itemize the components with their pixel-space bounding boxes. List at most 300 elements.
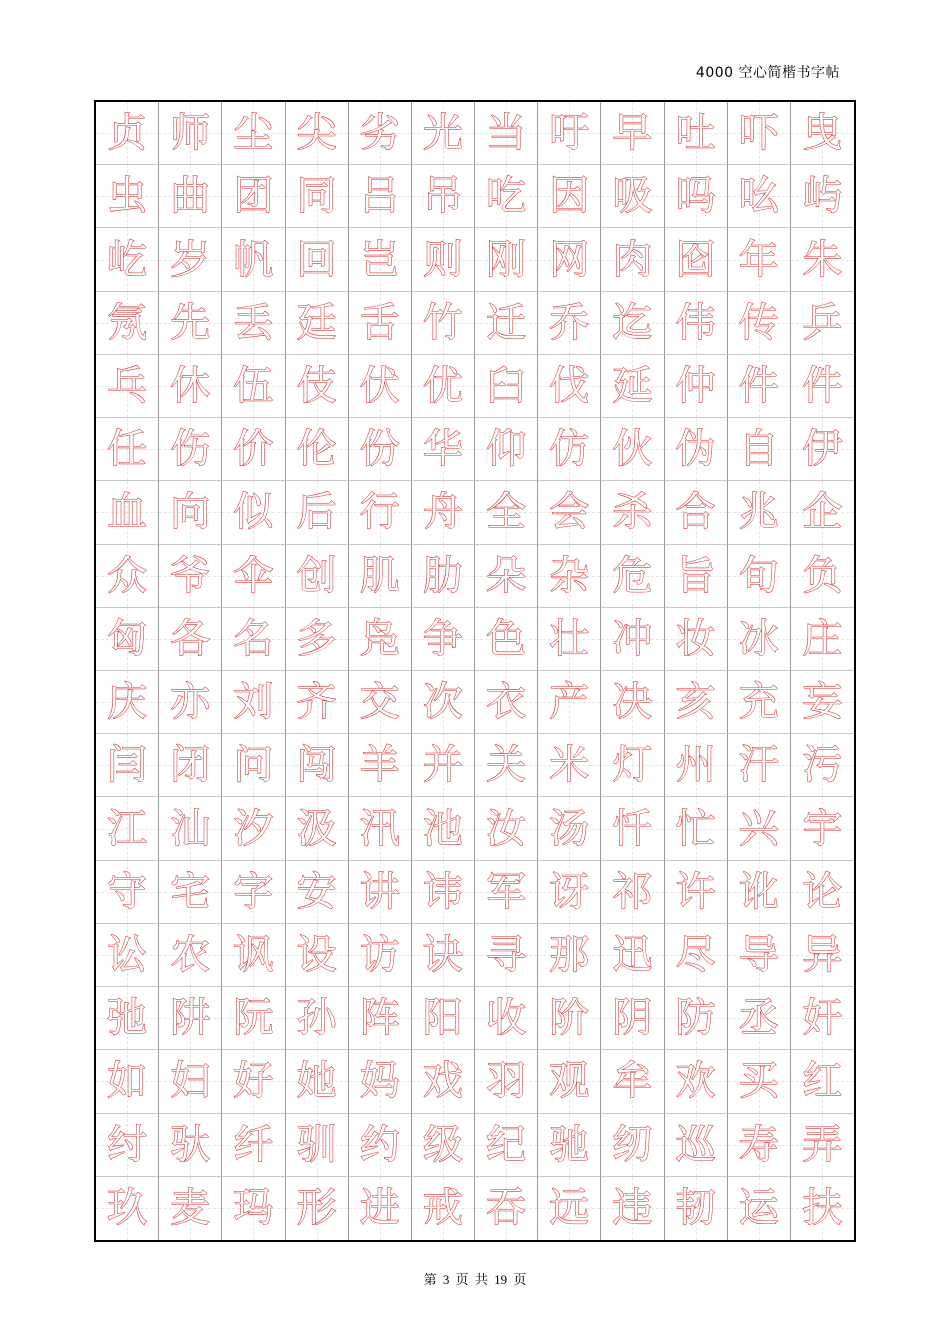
outline-character: 弛: [107, 995, 148, 1042]
outline-character: 江: [107, 805, 148, 852]
outline-character: 负: [802, 552, 843, 599]
outline-character: 迁: [486, 299, 527, 346]
grid-cell: [412, 418, 475, 481]
grid-cell: [665, 924, 728, 987]
grid-cell: [728, 102, 791, 165]
grid-cell: [286, 481, 349, 544]
grid-cell: [665, 102, 728, 165]
grid-cell: [791, 924, 854, 987]
outline-character: 凫: [359, 615, 400, 662]
grid-cell: [538, 608, 601, 671]
grid-cell: [538, 797, 601, 860]
outline-character: 妆: [675, 615, 716, 662]
outline-character: 冰: [738, 615, 779, 662]
outline-character: 吓: [738, 110, 779, 157]
grid-cell: [286, 355, 349, 418]
grid-cell: [222, 1114, 285, 1177]
outline-character: 争: [422, 615, 463, 662]
outline-character: 仿: [549, 426, 590, 473]
outline-character: 先: [170, 299, 211, 346]
outline-character: 吁: [549, 110, 590, 157]
outline-character: 全: [486, 489, 527, 536]
grid-cell: [791, 797, 854, 860]
grid-cell: [222, 671, 285, 734]
outline-character: 齐: [296, 679, 337, 726]
outline-character: 汕: [170, 805, 211, 852]
outline-character: 忙: [675, 805, 716, 852]
outline-character: 字: [233, 868, 274, 915]
grid-cell: [412, 608, 475, 671]
grid-cell: [538, 355, 601, 418]
outline-character: 伐: [549, 362, 590, 409]
outline-character: 各: [170, 615, 211, 662]
outline-character: 自: [738, 426, 779, 473]
outline-character: 阮: [233, 995, 274, 1042]
outline-character: 诀: [422, 931, 463, 978]
outline-character: 肌: [359, 552, 400, 599]
outline-character: 尽: [675, 931, 716, 978]
grid-cell: [96, 165, 159, 228]
outline-character: 合: [675, 489, 716, 536]
grid-cell: [222, 924, 285, 987]
grid-cell: [96, 102, 159, 165]
grid-cell: [159, 924, 222, 987]
grid-cell: [475, 481, 538, 544]
grid-cell: [728, 1050, 791, 1113]
outline-character: 任: [107, 426, 148, 473]
grid-cell: [665, 1114, 728, 1177]
grid-cell: [538, 418, 601, 481]
practice-grid: [96, 102, 854, 1240]
outline-character: 阳: [422, 995, 463, 1042]
grid-cell: [791, 987, 854, 1050]
grid-cell: [222, 481, 285, 544]
outline-character: 许: [675, 868, 716, 915]
grid-cell: [159, 418, 222, 481]
outline-character: 奸: [802, 995, 843, 1042]
grid-cell: [601, 924, 664, 987]
grid-cell: [349, 734, 412, 797]
outline-character: 迅: [612, 931, 653, 978]
grid-cell: [728, 355, 791, 418]
outline-character: 好: [233, 1058, 274, 1105]
grid-cell: [475, 924, 538, 987]
grid-cell: [286, 1177, 349, 1240]
outline-character: 吞: [486, 1185, 527, 1232]
outline-character: 讽: [233, 931, 274, 978]
grid-cell: [728, 1114, 791, 1177]
grid-cell: [665, 987, 728, 1050]
outline-character: 杀: [612, 489, 653, 536]
outline-character: 观: [549, 1058, 590, 1105]
outline-character: 价: [233, 426, 274, 473]
grid-cell: [601, 1050, 664, 1113]
outline-character: 众: [107, 552, 148, 599]
outline-character: 爷: [170, 552, 211, 599]
grid-cell: [286, 1114, 349, 1177]
outline-character: 孙: [296, 995, 337, 1042]
outline-character: 妄: [802, 679, 843, 726]
outline-character: 军: [486, 868, 527, 915]
grid-cell: [222, 608, 285, 671]
outline-character: 那: [549, 931, 590, 978]
grid-cell: [286, 924, 349, 987]
grid-cell: [286, 987, 349, 1050]
grid-cell: [475, 734, 538, 797]
grid-cell: [728, 797, 791, 860]
outline-character: 伙: [612, 426, 653, 473]
outline-character: 行: [359, 489, 400, 536]
practice-grid-frame: [94, 100, 856, 1242]
grid-cell: [159, 734, 222, 797]
outline-character: 匈: [107, 615, 148, 662]
grid-cell: [791, 1177, 854, 1240]
outline-character: 肋: [422, 552, 463, 599]
grid-cell: [791, 608, 854, 671]
grid-cell: [286, 861, 349, 924]
grid-cell: [728, 924, 791, 987]
grid-cell: [286, 734, 349, 797]
grid-cell: [96, 671, 159, 734]
grid-cell: [349, 1177, 412, 1240]
grid-cell: [222, 861, 285, 924]
grid-cell: [349, 924, 412, 987]
outline-character: 朵: [486, 552, 527, 599]
grid-cell: [601, 608, 664, 671]
outline-character: 防: [675, 995, 716, 1042]
grid-cell: [665, 861, 728, 924]
outline-character: 尖: [296, 110, 337, 157]
outline-character: 亦: [170, 679, 211, 726]
outline-character: 米: [549, 742, 590, 789]
outline-character: 驮: [170, 1121, 211, 1168]
outline-character: 玖: [107, 1185, 148, 1232]
outline-character: 次: [422, 679, 463, 726]
grid-cell: [222, 734, 285, 797]
outline-character: 弄: [802, 1121, 843, 1168]
grid-cell: [349, 102, 412, 165]
grid-cell: [538, 481, 601, 544]
grid-cell: [601, 165, 664, 228]
grid-cell: [412, 734, 475, 797]
outline-character: 闭: [170, 742, 211, 789]
grid-cell: [349, 861, 412, 924]
outline-character: 华: [422, 426, 463, 473]
outline-character: 玛: [233, 1185, 274, 1232]
outline-character: 阵: [359, 995, 400, 1042]
outline-character: 守: [107, 868, 148, 915]
outline-character: 师: [170, 110, 211, 157]
outline-character: 忏: [612, 805, 653, 852]
grid-cell: [601, 228, 664, 291]
grid-cell: [728, 292, 791, 355]
outline-character: 年: [738, 236, 779, 283]
grid-cell: [286, 228, 349, 291]
outline-character: 因: [549, 173, 590, 220]
outline-character: 创: [296, 552, 337, 599]
grid-cell: [538, 1177, 601, 1240]
outline-character: 宅: [170, 868, 211, 915]
outline-character: 帆: [233, 236, 274, 283]
grid-cell: [728, 987, 791, 1050]
grid-cell: [96, 355, 159, 418]
outline-character: 汝: [486, 805, 527, 852]
grid-cell: [475, 418, 538, 481]
grid-cell: [665, 1177, 728, 1240]
grid-cell: [665, 292, 728, 355]
grid-cell: [791, 1114, 854, 1177]
outline-character: 吆: [738, 173, 779, 220]
grid-cell: [159, 1050, 222, 1113]
grid-cell: [601, 102, 664, 165]
outline-character: 兴: [738, 805, 779, 852]
outline-character: 似: [233, 489, 274, 536]
grid-cell: [412, 481, 475, 544]
outline-character: 关: [486, 742, 527, 789]
grid-cell: [349, 671, 412, 734]
outline-character: 吊: [422, 173, 463, 220]
outline-character: 吐: [675, 110, 716, 157]
outline-character: 买: [738, 1058, 779, 1105]
grid-cell: [412, 228, 475, 291]
grid-cell: [349, 797, 412, 860]
outline-character: 吃: [486, 173, 527, 220]
grid-cell: [159, 292, 222, 355]
outline-character: 汛: [359, 805, 400, 852]
grid-cell: [475, 1114, 538, 1177]
outline-character: 纪: [486, 1121, 527, 1168]
grid-cell: [159, 228, 222, 291]
grid-cell: [601, 797, 664, 860]
grid-cell: [349, 1114, 412, 1177]
grid-cell: [412, 797, 475, 860]
grid-cell: [222, 102, 285, 165]
outline-character: 纫: [612, 1121, 653, 1168]
outline-character: 廷: [296, 299, 337, 346]
grid-cell: [601, 671, 664, 734]
grid-cell: [728, 608, 791, 671]
outline-character: 红: [802, 1058, 843, 1105]
grid-cell: [159, 1114, 222, 1177]
outline-character: 仲: [675, 362, 716, 409]
grid-cell: [791, 545, 854, 608]
outline-character: 衣: [486, 679, 527, 726]
outline-character: 寿: [738, 1121, 779, 1168]
grid-cell: [791, 418, 854, 481]
outline-character: 氖: [107, 299, 148, 346]
outline-character: 问: [233, 742, 274, 789]
grid-cell: [538, 228, 601, 291]
outline-character: 池: [422, 805, 463, 852]
outline-character: 运: [738, 1185, 779, 1232]
grid-cell: [475, 228, 538, 291]
outline-character: 杂: [549, 552, 590, 599]
grid-cell: [96, 1050, 159, 1113]
outline-character: 纣: [107, 1121, 148, 1168]
grid-cell: [791, 734, 854, 797]
grid-cell: [222, 987, 285, 1050]
grid-cell: [791, 165, 854, 228]
grid-cell: [349, 355, 412, 418]
outline-character: 延: [612, 362, 653, 409]
outline-character: 朱: [802, 236, 843, 283]
outline-character: 回: [296, 236, 337, 283]
grid-cell: [412, 861, 475, 924]
grid-cell: [222, 418, 285, 481]
grid-cell: [601, 987, 664, 1050]
outline-character: 牟: [612, 1058, 653, 1105]
outline-character: 纤: [233, 1121, 274, 1168]
grid-cell: [222, 1177, 285, 1240]
outline-character: 羊: [359, 742, 400, 789]
grid-cell: [412, 1177, 475, 1240]
outline-character: 进: [359, 1185, 400, 1232]
outline-character: 妇: [170, 1058, 211, 1105]
outline-character: 收: [486, 995, 527, 1042]
outline-character: 伊: [802, 426, 843, 473]
outline-character: 则: [422, 236, 463, 283]
grid-cell: [538, 924, 601, 987]
outline-character: 闯: [296, 742, 337, 789]
grid-cell: [475, 1050, 538, 1113]
grid-cell: [96, 1114, 159, 1177]
outline-character: 伪: [675, 426, 716, 473]
grid-cell: [791, 102, 854, 165]
outline-character: 吸: [612, 173, 653, 220]
grid-cell: [159, 165, 222, 228]
outline-character: 麦: [170, 1185, 211, 1232]
grid-cell: [96, 797, 159, 860]
grid-cell: [96, 545, 159, 608]
outline-character: 屹: [107, 236, 148, 283]
grid-cell: [96, 481, 159, 544]
outline-character: 舌: [359, 299, 400, 346]
outline-character: 汲: [296, 805, 337, 852]
grid-cell: [475, 671, 538, 734]
grid-cell: [222, 355, 285, 418]
outline-character: 肉: [612, 236, 653, 283]
outline-character: 讲: [359, 868, 400, 915]
outline-character: 吗: [675, 173, 716, 220]
grid-cell: [412, 1050, 475, 1113]
grid-cell: [538, 987, 601, 1050]
outline-character: 形: [296, 1185, 337, 1232]
grid-cell: [349, 481, 412, 544]
outline-character: 乔: [549, 299, 590, 346]
grid-cell: [601, 1114, 664, 1177]
outline-character: 多: [296, 615, 337, 662]
grid-cell: [412, 545, 475, 608]
grid-cell: [412, 292, 475, 355]
grid-cell: [475, 608, 538, 671]
outline-character: 刘: [233, 679, 274, 726]
outline-character: 件: [802, 362, 843, 409]
grid-cell: [538, 861, 601, 924]
grid-cell: [665, 228, 728, 291]
outline-character: 血: [107, 489, 148, 536]
grid-cell: [286, 165, 349, 228]
grid-cell: [286, 418, 349, 481]
outline-character: 驰: [549, 1121, 590, 1168]
outline-character: 阴: [612, 995, 653, 1042]
outline-character: 吕: [359, 173, 400, 220]
outline-character: 伎: [296, 362, 337, 409]
grid-cell: [412, 987, 475, 1050]
outline-character: 虫: [107, 173, 148, 220]
outline-character: 刚: [486, 236, 527, 283]
outline-character: 迄: [612, 299, 653, 346]
grid-cell: [159, 987, 222, 1050]
grid-cell: [349, 292, 412, 355]
outline-character: 伍: [233, 362, 274, 409]
outline-character: 曳: [802, 110, 843, 157]
outline-character: 韧: [675, 1185, 716, 1232]
outline-character: 交: [359, 679, 400, 726]
grid-cell: [475, 355, 538, 418]
outline-character: 冲: [612, 615, 653, 662]
outline-character: 约: [359, 1121, 400, 1168]
outline-character: 异: [802, 931, 843, 978]
outline-character: 岂: [359, 236, 400, 283]
outline-character: 色: [486, 615, 527, 662]
grid-cell: [601, 418, 664, 481]
grid-cell: [728, 734, 791, 797]
grid-cell: [412, 671, 475, 734]
outline-character: 产: [549, 679, 590, 726]
grid-cell: [665, 797, 728, 860]
grid-cell: [665, 1050, 728, 1113]
outline-character: 羽: [486, 1058, 527, 1105]
grid-cell: [601, 734, 664, 797]
outline-character: 件: [738, 362, 779, 409]
grid-cell: [159, 545, 222, 608]
page-number: 第 3 页 共 19 页: [423, 1272, 527, 1287]
grid-cell: [286, 671, 349, 734]
grid-cell: [475, 102, 538, 165]
grid-cell: [728, 671, 791, 734]
outline-character: 尘: [233, 110, 274, 157]
outline-character: 企: [802, 489, 843, 536]
document-title: 4000 空心简楷书字帖: [695, 65, 840, 81]
grid-cell: [222, 292, 285, 355]
outline-character: 伦: [296, 426, 337, 473]
outline-character: 汗: [738, 742, 779, 789]
outline-character: 旬: [738, 552, 779, 599]
outline-character: 屿: [802, 173, 843, 220]
outline-character: 闫: [107, 742, 148, 789]
outline-character: 州: [675, 742, 716, 789]
outline-character: 汐: [233, 805, 274, 852]
grid-cell: [475, 987, 538, 1050]
outline-character: 戒: [422, 1185, 463, 1232]
grid-cell: [791, 861, 854, 924]
outline-character: 庄: [802, 615, 843, 662]
grid-cell: [159, 481, 222, 544]
outline-character: 级: [422, 1121, 463, 1168]
grid-cell: [538, 292, 601, 355]
outline-character: 壮: [549, 615, 590, 662]
grid-cell: [286, 797, 349, 860]
outline-character: 讹: [738, 868, 779, 915]
outline-character: 网: [549, 236, 590, 283]
outline-character: 扶: [802, 1185, 843, 1232]
grid-cell: [665, 734, 728, 797]
grid-cell: [349, 545, 412, 608]
grid-cell: [349, 228, 412, 291]
outline-character: 名: [233, 615, 274, 662]
grid-cell: [96, 228, 159, 291]
outline-character: 舟: [422, 489, 463, 536]
